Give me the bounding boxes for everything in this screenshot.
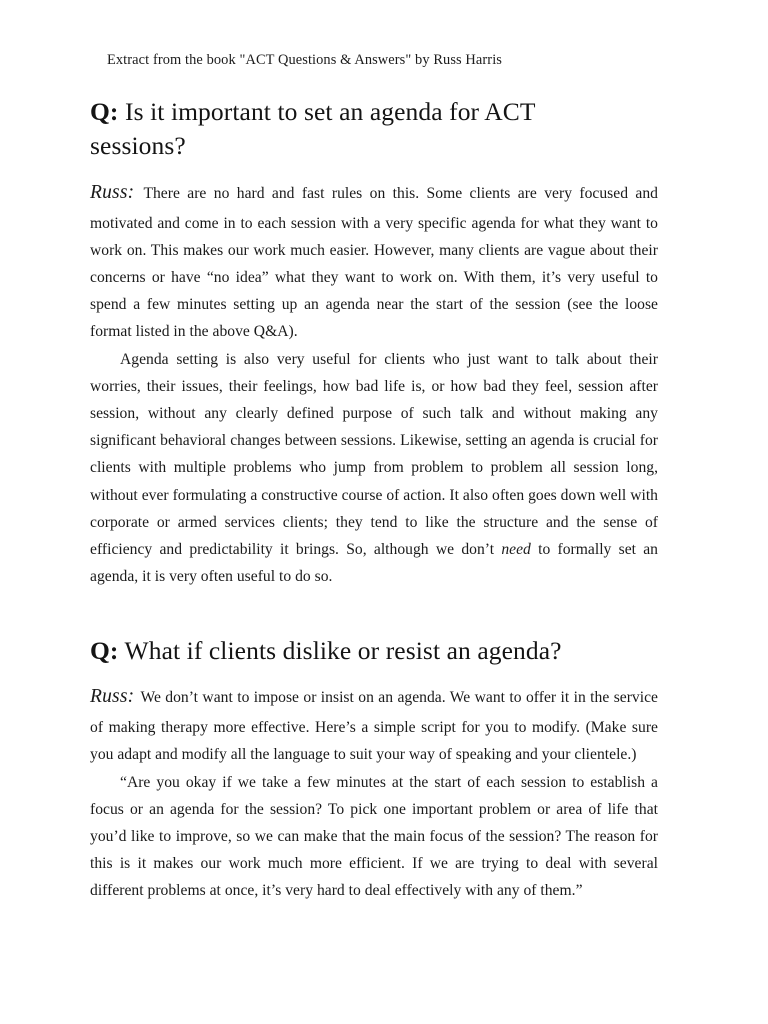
paragraph-text-part-2: to formally set an agenda, it is very often useful to do so. (90, 541, 658, 586)
answer-paragraph-3 (90, 680, 658, 768)
question-heading-text: Is it important to set an agenda for ACT sessions? (90, 97, 536, 160)
speaker-label-russ: Russ: (90, 686, 135, 708)
answer-paragraph-2 (90, 346, 658, 591)
section-divider (90, 590, 658, 634)
paragraph-text-part-1: Agenda setting is also very useful for clients who just want to talk about their worries, their issues, their feelings, how bad life is, or how bad they feel, session after session, without any clearly defined purpose of such talk and without making any significant behavioral changes between sessions. Likewise, setting an agenda is crucial for clients with multiple problems who jump from problem to problem all session long, without ever formulating a constructive course of action. It also often goes down well with corporate or armed services clients; they tend to like the structure and the sense of efficiency and predictability it brings. So, although we don’t (90, 350, 658, 559)
answer-text: There are no hard and fast rules on this. Some clients are very focused and motivated and come in to each session with a very specific agenda for what they want to work on. This makes our work much easier. However, many clients are vague about their concerns or have “no idea” what they want to work on. With them, it’s very useful to spend a few minutes setting up an agenda near the start of the session (see the loose format listed in the above Q&A). (90, 184, 658, 341)
answer-text: We don’t want to impose or insist on an agenda. We want to offer it in the service of making therapy more effective. Here’s a simple script for you to modify. (Make sure you adapt and modify all the language to suit your way of speaking and your clientele.) (90, 689, 658, 764)
question-marker: Q: (90, 97, 119, 127)
running-head: Extract from the book "ACT Questions & Answers" by Russ Harris (107, 52, 502, 68)
question-heading-1 (90, 95, 560, 162)
script-quote-paragraph (90, 769, 658, 905)
question-heading-2 (90, 634, 658, 668)
answer-paragraph-1 (90, 176, 658, 346)
emphasized-word: need (501, 541, 531, 559)
question-marker: Q: (90, 636, 119, 666)
script-quote-text: “Are you okay if we take a few minutes at the start of each session to establish a focus or an agenda for the session? To pick one important problem or area of life that you’d like to improve, so we can make that the main focus of the session? The reason for this is it makes our work much more efficient. If we are trying to deal with several different problems at once, it’s very hard to deal effectively with any of them.” (90, 773, 658, 900)
question-heading-text: What if clients dislike or resist an agenda? (118, 636, 562, 666)
page-content (90, 52, 658, 905)
speaker-label-russ: Russ: (90, 181, 135, 203)
